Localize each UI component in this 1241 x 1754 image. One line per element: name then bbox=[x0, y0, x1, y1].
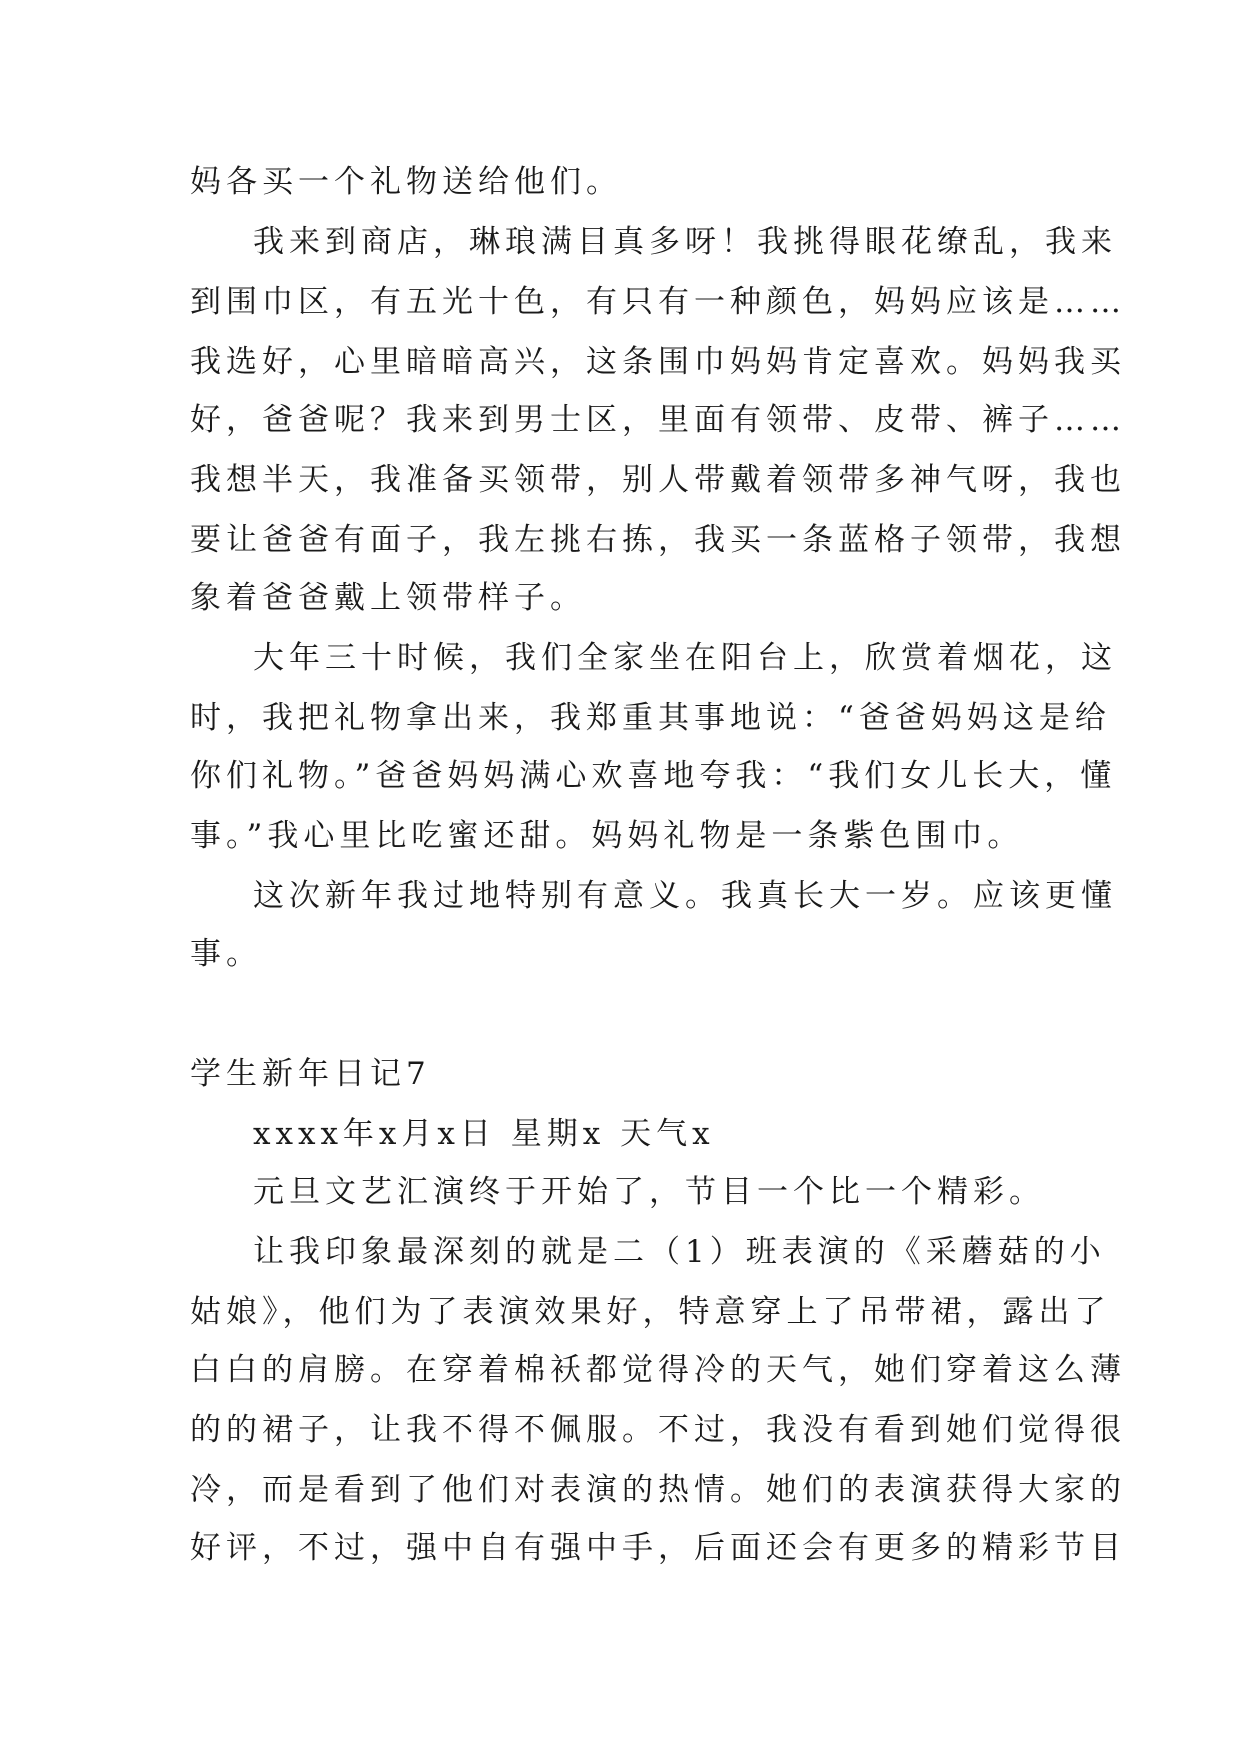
paragraph-line: 冷，而是看到了他们对表演的热情。她们的表演获得大家的 bbox=[190, 1472, 1126, 1508]
paragraph-line: 让我印象最深刻的就是二（1）班表演的《采蘑菇的小 bbox=[253, 1234, 1106, 1270]
paragraph-line: 我来到商店，琳琅满目真多呀！我挑得眼花缭乱，我来 bbox=[253, 224, 1117, 260]
paragraph-line: 时，我把礼物拿出来，我郑重其事地说：“爸爸妈妈这是给 bbox=[190, 700, 1111, 736]
paragraph-line: 你们礼物。”爸爸妈妈满心欢喜地夸我：“我们女儿长大，懂 bbox=[190, 758, 1117, 794]
paragraph-line: 姑娘》，他们为了表演效果好，特意穿上了吊带裙，露出了 bbox=[190, 1294, 1111, 1330]
paragraph-line: 事。”我心里比吃蜜还甜。妈妈礼物是一条紫色围巾。 bbox=[190, 818, 1024, 854]
paragraph-line: 到围巾区，有五光十色，有只有一种颜色，妈妈应该是…… bbox=[190, 284, 1126, 320]
paragraph-line: 象着爸爸戴上领带样子。 bbox=[190, 580, 586, 616]
paragraph-line: 要让爸爸有面子，我左挑右拣，我买一条蓝格子领带，我想 bbox=[190, 522, 1126, 558]
paragraph-line: 白白的肩膀。在穿着棉袄都觉得冷的天气，她们穿着这么薄 bbox=[190, 1352, 1126, 1388]
paragraph-line: 事。 bbox=[190, 936, 262, 972]
paragraph-line: 的的裙子，让我不得不佩服。不过，我没有看到她们觉得很 bbox=[190, 1412, 1126, 1448]
paragraph-line: 大年三十时候，我们全家坐在阳台上，欣赏着烟花，这 bbox=[253, 640, 1117, 676]
paragraph-line: 妈各买一个礼物送给他们。 bbox=[190, 164, 622, 200]
diary-entry-title: 学生新年日记7 bbox=[190, 1056, 431, 1092]
paragraph-line: 我想半天，我准备买领带，别人带戴着领带多神气呀，我也 bbox=[190, 462, 1126, 498]
paragraph-line: 我选好，心里暗暗高兴，这条围巾妈妈肯定喜欢。妈妈我买 bbox=[190, 344, 1126, 380]
paragraph-line: 这次新年我过地特别有意义。我真长大一岁。应该更懂 bbox=[253, 878, 1117, 914]
paragraph-line: 好，爸爸呢？我来到男士区，里面有领带、皮带、裤子…… bbox=[190, 402, 1126, 438]
diary-date-line: xxxx年x月x日 星期x 天气x bbox=[253, 1116, 715, 1152]
paragraph-line: 好评，不过，强中自有强中手，后面还会有更多的精彩节目 bbox=[190, 1530, 1126, 1566]
paragraph-line: 元旦文艺汇演终于开始了，节目一个比一个精彩。 bbox=[253, 1174, 1045, 1210]
